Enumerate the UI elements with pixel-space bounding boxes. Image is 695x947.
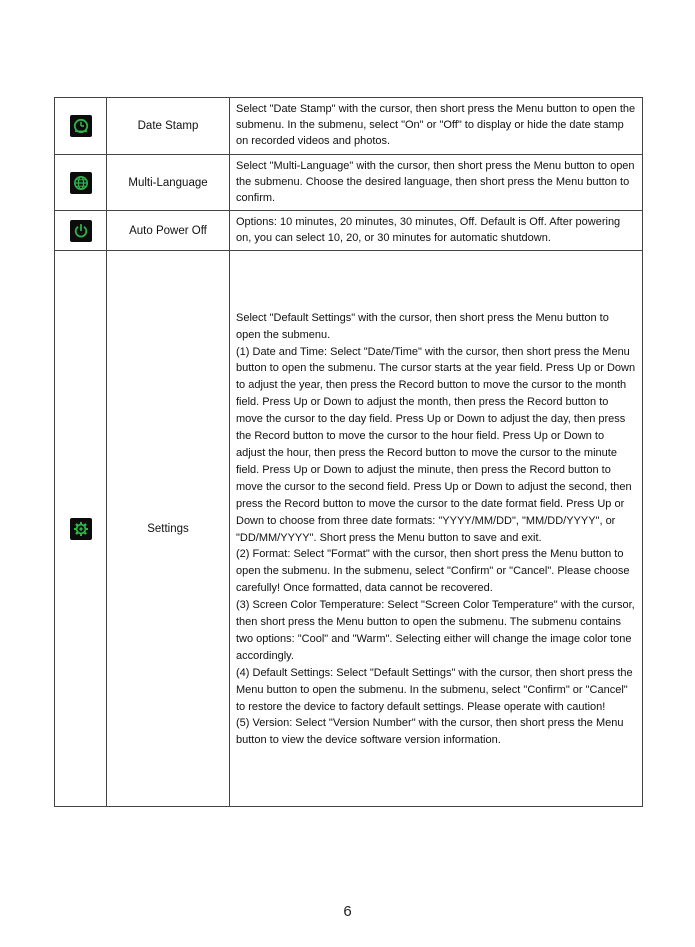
row-name: Date Stamp <box>107 98 230 155</box>
row-description <box>230 251 643 807</box>
row-description <box>230 98 643 155</box>
settings-gear-icon <box>70 518 92 540</box>
settings-table <box>54 97 643 807</box>
row-description <box>230 211 643 251</box>
description-paragraph: Select "Default Settings" with the cursor, then short press the Menu button to open the submenu. <box>236 311 609 341</box>
row-name: Multi-Language <box>107 155 230 211</box>
description-paragraph: (1) Date and Time: Select "Date/Time" with the cursor, then short press the Menu button to open the submenu. The cursor starts at the year field. Press Up or Down to adjust the year, then press the Record button to move the cursor to the month field. Press Up or Down to adjust the month, then press the Record button to move the cursor to the day field. Press Up or Down to adjust the day, then press the Record button to move the cursor to the hour field. Press Up or Down to adjust the hour, then press the Record button to move the cursor to the minute field. Press Up or Down to adjust the minute, then press the Record button to move the cursor to the second field. Press Up or Down to adjust the second, then press the Record button to move the cursor to the date format field. Press Up or Down to choose from three date formats: "YYYY/MM/DD", "MM/DD/YYYY", or "DD/MM/YYYY". Short press the Menu button to save and exit. <box>236 345 636 544</box>
date-stamp-clock-icon <box>70 115 92 137</box>
description-paragraph: (5) Version: Select "Version Number" with the cursor, then short press the Menu button to view the device software version information. <box>236 717 624 747</box>
table-row-settings <box>55 251 643 807</box>
icon-cell <box>55 251 107 807</box>
description-paragraph: (4) Default Settings: Select "Default Settings" with the cursor, then short press the Menu button to open the submenu. In the submenu, select "Confirm" or "Cancel" to restore the device to factory default settings. Please operate with caution! <box>236 666 633 713</box>
table-row-date-stamp <box>55 98 643 155</box>
row-description <box>230 155 643 211</box>
icon-cell <box>55 155 107 211</box>
row-name: Settings <box>107 251 230 807</box>
row-name: Auto Power Off <box>107 211 230 251</box>
auto-power-off-power-icon <box>70 220 92 242</box>
icon-cell <box>55 98 107 155</box>
icon-cell <box>55 211 107 251</box>
description-paragraph: (3) Screen Color Temperature: Select "Screen Color Temperature" with the cursor, then short press the Menu button to open the submenu. The submenu contains two options: "Cool" and "Warm". Selecting either will change the image color tone accordingly. <box>236 599 635 662</box>
page-number: 6 <box>343 903 352 920</box>
description-paragraph: (2) Format: Select "Format" with the cursor, then short press the Menu button to open the submenu. In the submenu, select "Confirm" or "Cancel". Please choose carefully! Once formatted, data cannot be recovered. <box>236 548 630 595</box>
description-text: Select "Date Stamp" with the cursor, then short press the Menu button to open the submenu. In the submenu, select "On" or "Off" to display or hide the date stamp on recorded videos and photos. <box>236 103 636 147</box>
table-row-multi-language <box>55 155 643 211</box>
description-text: Options: 10 minutes, 20 minutes, 30 minutes, Off. Default is Off. After powering on, you can select 10, 20, or 30 minutes for automatic shutdown. <box>236 215 621 244</box>
table-row-auto-power-off <box>55 211 643 251</box>
description-text: Select "Multi-Language" with the cursor, then short press the Menu button to open the submenu. Choose the desired language, then short press the Menu button to confirm. <box>236 159 635 204</box>
multi-language-globe-icon <box>70 172 92 194</box>
